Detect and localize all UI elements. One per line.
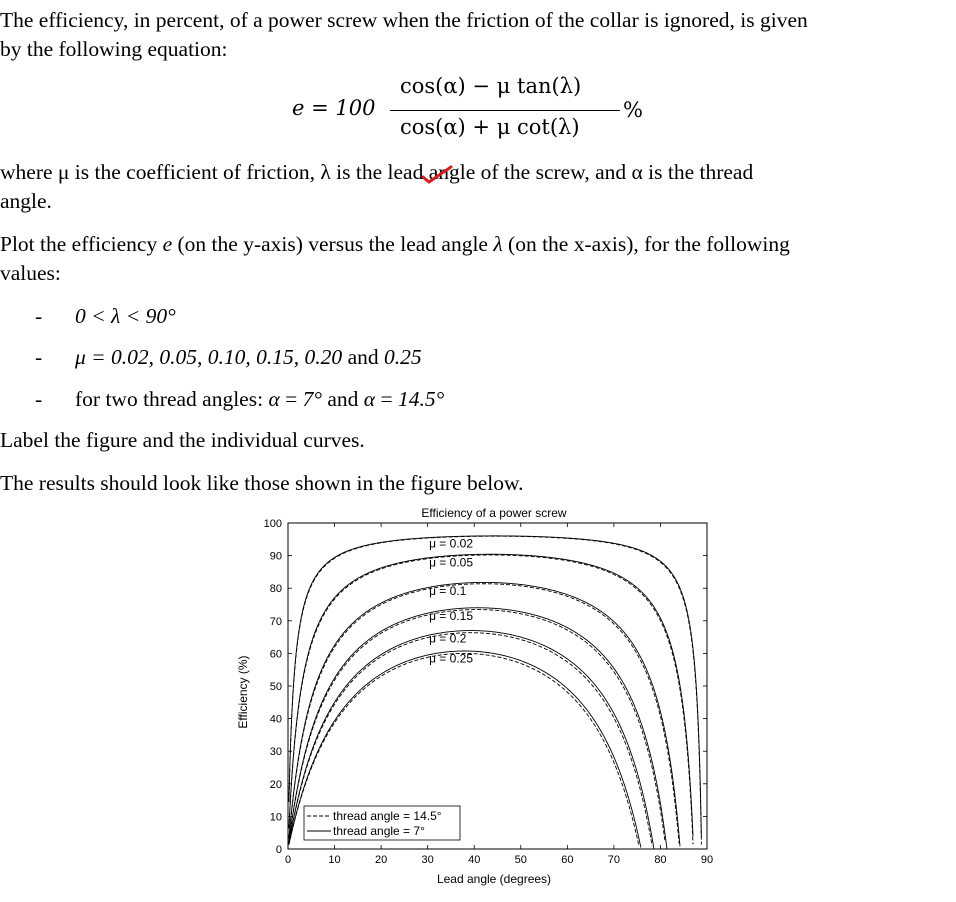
- y-tick-label: 80: [269, 583, 282, 596]
- bullet-thread-angles: - for two thread angles: α = 7° and α = 14.5°: [35, 387, 445, 411]
- y-tick-label: 20: [269, 778, 282, 791]
- x-tick-label: 50: [514, 854, 527, 866]
- plot-instruction-line-2: values:: [0, 261, 61, 285]
- curve-alpha-7-mu-0-05: [289, 554, 693, 836]
- mu-label: μ = 0.2: [429, 631, 467, 646]
- y-tick-label: 100: [263, 518, 282, 530]
- formula-unit: %: [623, 98, 643, 122]
- x-tick-label: 60: [561, 854, 574, 866]
- y-tick-label: 90: [269, 550, 282, 563]
- x-tick-label: 20: [374, 854, 388, 866]
- y-axis-label: Efficiency (%): [236, 655, 250, 729]
- formula-denominator: cos(α) + μ cot(λ): [400, 115, 580, 139]
- mu-label: μ = 0.25: [429, 651, 474, 666]
- y-tick-label: 10: [269, 811, 282, 824]
- y-tick-label: 50: [269, 681, 282, 693]
- bullet-mu-values: - μ = 0.02, 0.05, 0.10, 0.15, 0.20 and 0.25: [35, 345, 422, 369]
- formula-lhs: e = 100: [292, 96, 376, 120]
- legend-label-7: thread angle = 7°: [333, 824, 425, 838]
- curve-alpha-14-5-mu-0-1: [289, 584, 679, 844]
- legend: [304, 806, 460, 840]
- y-tick-label: 0: [275, 844, 282, 856]
- mu-label: μ = 0.02: [429, 536, 474, 551]
- label-instruction: Label the figure and the individual curves.: [0, 428, 365, 452]
- curves-group: [289, 536, 701, 849]
- results-instruction: The results should look like those shown in the figure below.: [0, 471, 524, 495]
- x-axis-label: Lead angle (degrees): [436, 872, 552, 886]
- x-tick-label: 80: [654, 854, 667, 866]
- x-tick-label: 40: [468, 854, 481, 866]
- y-tick-label: 30: [269, 746, 282, 759]
- formula-numerator: cos(α) − μ tan(λ): [400, 74, 582, 98]
- mu-labels: [429, 537, 473, 666]
- x-tick-label: 90: [700, 854, 714, 866]
- y-tick-label: 60: [269, 648, 282, 661]
- x-tick-label: 70: [607, 854, 621, 866]
- intro-line-1: The efficiency, in percent, of a power screw when the friction of the collar is ignored, is given: [0, 8, 808, 32]
- curve-alpha-7-mu-0-02: [289, 536, 701, 837]
- where-struck-word: is: [336, 160, 351, 184]
- x-tick-label: 0: [284, 854, 292, 866]
- where-line-2: angle.: [0, 189, 52, 213]
- where-text-b: the lead angle of the screw, and α is the thread: [355, 160, 754, 184]
- y-ticks: [264, 518, 707, 856]
- curve-alpha-14-5-mu-0-05: [289, 555, 693, 844]
- legend-label-14-5: thread angle = 14.5°: [333, 809, 442, 823]
- intro-line-2: by the following equation:: [0, 37, 228, 61]
- plot-instruction-line-1: Plot the efficiency e (on the y-axis) versus the lead angle λ (on the x-axis), for the following: [0, 232, 790, 256]
- x-tick-label: 10: [328, 854, 341, 866]
- x-tick-label: 30: [421, 854, 434, 866]
- mu-label: μ = 0.1: [429, 584, 467, 599]
- chart-title: Efficiency of a power screw: [421, 506, 567, 520]
- y-tick-label: 40: [269, 713, 282, 726]
- mu-label: μ = 0.05: [429, 555, 474, 570]
- where-text-a: where μ is the coefficient of friction, λ: [0, 160, 331, 184]
- bullet-lambda-range: - 0 < λ < 90°: [35, 304, 176, 328]
- y-tick-label: 70: [269, 615, 282, 628]
- mu-label: μ = 0.15: [429, 609, 474, 624]
